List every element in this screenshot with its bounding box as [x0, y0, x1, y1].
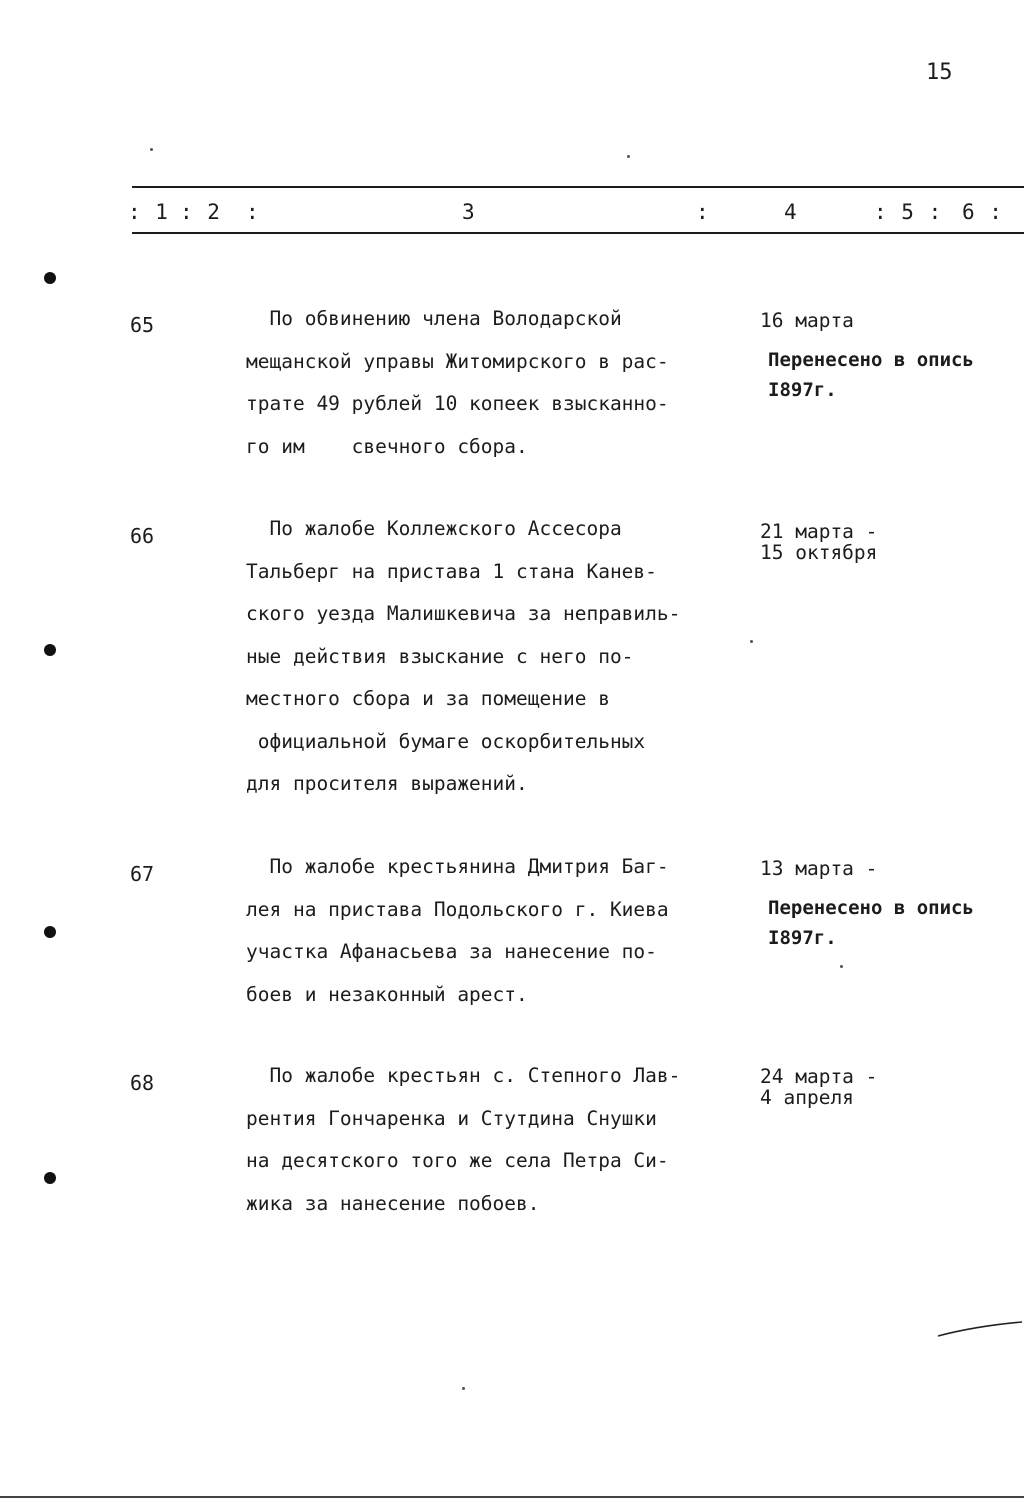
column-separator: :: [696, 200, 710, 224]
entry-number: 68: [130, 1071, 155, 1095]
punch-hole-mark: [40, 922, 60, 942]
column-header-5: : 5 :: [874, 200, 943, 224]
column-header-6: 6 :: [962, 200, 1003, 224]
column-separator: :: [246, 200, 260, 224]
column-header-4: 4: [784, 200, 798, 224]
entry-dates: 24 марта - 4 апреля: [760, 1065, 878, 1109]
entry-dates: 21 марта - 15 октября: [760, 520, 878, 564]
scan-speck: [462, 1387, 465, 1390]
pen-stroke-mark: [936, 1318, 1024, 1342]
entry-description: По обвинению члена Володарской мещанской управы Житомирского в рас- трате 49 рублей 10 копеек взысканно- го им свечного сбора.: [246, 307, 669, 458]
column-header-3: 3: [462, 200, 476, 224]
header-top-rule: [132, 186, 1024, 188]
punch-hole-mark: [40, 1168, 60, 1188]
entry-number: 67: [130, 862, 155, 886]
entry-description: По жалобе Коллежского Ассесора Тальберг на пристава 1 стана Канев- ского уезда Малишкевича за неправиль- ные действия взыскание с него по- местного сбора и за помещение в официальной бумаге оскорбительных для просителя выражений.: [246, 517, 681, 795]
scan-speck: [750, 640, 753, 643]
bottom-edge-line: [0, 1496, 1024, 1498]
entry-number: 65: [130, 313, 155, 337]
entry-note: Перенесено в опись I897г.: [768, 349, 974, 401]
header-bottom-rule: [132, 232, 1024, 234]
scan-speck: [150, 148, 153, 151]
scan-speck: [627, 155, 630, 158]
entry-description: По жалобе крестьян с. Степного Лав- рентия Гончаренка и Стутдина Снушки на десятского того же села Петра Си- жика за нанесение побоев.: [246, 1064, 681, 1215]
punch-hole-mark: [40, 268, 60, 288]
punch-hole-mark: [40, 640, 60, 660]
entry-dates: 13 марта -: [760, 857, 878, 880]
column-header-1: : 1: [128, 200, 169, 224]
entry-number: 66: [130, 524, 155, 548]
entry-dates: 16 марта: [760, 309, 854, 332]
scan-speck: [840, 965, 843, 968]
entry-note: Перенесено в опись I897г.: [768, 897, 974, 949]
page-number: 15: [926, 60, 953, 85]
entry-description: По жалобе крестьянина Дмитрия Баг- лея на пристава Подольского г. Киева участка Афанасьева за нанесение по- боев и незаконный арест.: [246, 855, 669, 1006]
column-header-2: : 2: [180, 200, 221, 224]
